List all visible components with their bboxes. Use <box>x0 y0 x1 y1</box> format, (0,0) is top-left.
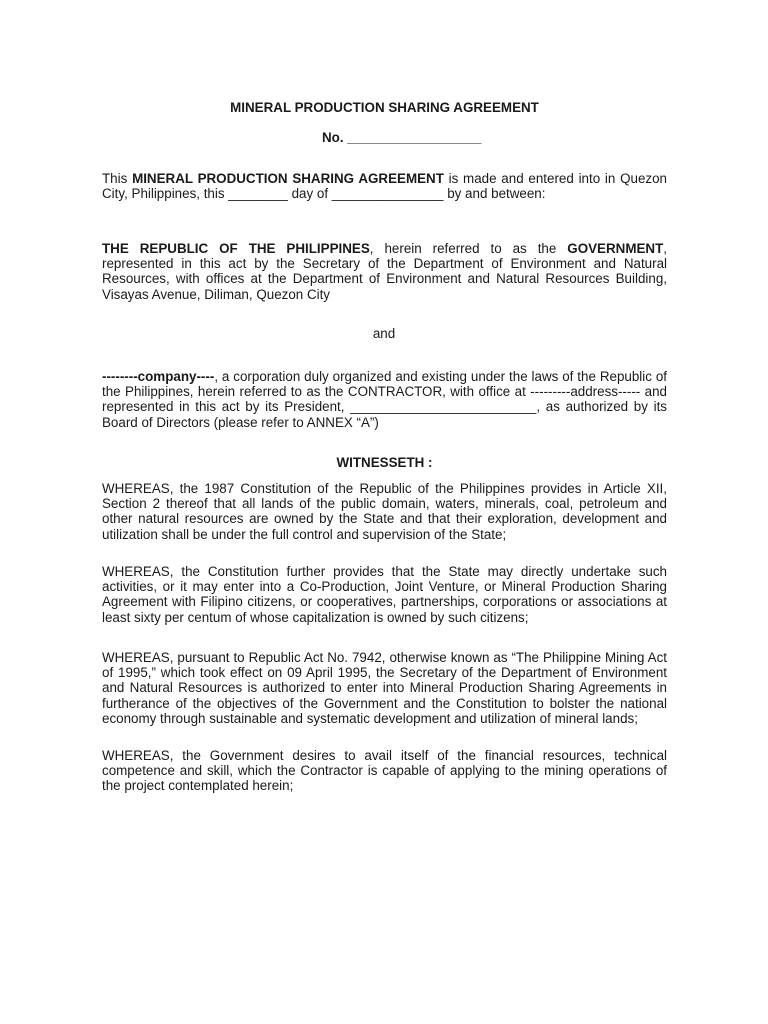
document-title: MINERAL PRODUCTION SHARING AGREEMENT <box>230 100 539 115</box>
contractor-text: , a corporation duly organized and existing under the laws of the Republic of the Philippines, herein referred to as the CONTRACTOR, with office at ---------address----- and represented in this act by its President, _________________________, as authorized by its Board of Directors (please refer to ANNEX “A”) <box>102 369 667 430</box>
witnesseth-heading: WITNESSETH : <box>336 455 433 470</box>
government-party-paragraph <box>102 241 667 302</box>
intro-text-1: This <box>102 171 133 186</box>
and-connector: and <box>372 326 396 341</box>
contractor-party-paragraph <box>102 369 667 430</box>
whereas-paragraph-3: WHEREAS, pursuant to Republic Act No. 7942, otherwise known as “The Philippine Mining Act of 1995,” which took effect on 09 April 1995, the Secretary of the Department of Environment and Natural Resources is authorized to enter into Mineral Production Sharing Agreements in furtherance of the objectives of the Government and the Constitution to bolster the national economy through sustainable and systematic development and utilization of mineral lands; <box>102 650 667 726</box>
intro-agreement-name: MINERAL PRODUCTION SHARING AGREEMENT <box>132 171 444 186</box>
intro-text-2: is made and entered into in Quezon City, Philippines, this ________ day of _______________ by and between: <box>102 171 667 202</box>
whereas-paragraph-4: WHEREAS, the Government desires to avail itself of the financial resources, technical competence and skill, which the Contractor is capable of applying to the mining operations of the project contemplated herein; <box>102 748 667 794</box>
government-name: THE REPUBLIC OF THE PHILIPPINES <box>102 241 370 256</box>
agreement-number-line: No. __________________ <box>322 130 482 145</box>
government-text-2: , represented in this act by the Secretary of the Department of Environment and Natural Resources, with offices at the Department of Environment and Natural Resources Building, Visayas Avenue, Diliman, Quezon City <box>102 241 668 302</box>
whereas-paragraph-2: WHEREAS, the Constitution further provides that the State may directly undertake such activities, or it may enter into a Co-Production, Joint Venture, or Mineral Production Sharing Agreement with Filipino citizens, or cooperatives, partnerships, corporations or associations at least sixty per centum of whose capitalization is owned by such citizens; <box>102 564 667 625</box>
contractor-company-placeholder: --------company---- <box>102 369 215 384</box>
government-text-1: , herein referred to as the <box>369 241 568 256</box>
government-label: GOVERNMENT <box>567 241 664 256</box>
whereas-paragraph-1: WHEREAS, the 1987 Constitution of the Republic of the Philippines provides in Article XII, Section 2 thereof that all lands of the public domain, waters, minerals, coal, petroleum and other natural resources are owned by the State and that their exploration, development and utilization shall be under the full control and supervision of the State; <box>102 481 667 542</box>
intro-paragraph <box>102 171 667 201</box>
